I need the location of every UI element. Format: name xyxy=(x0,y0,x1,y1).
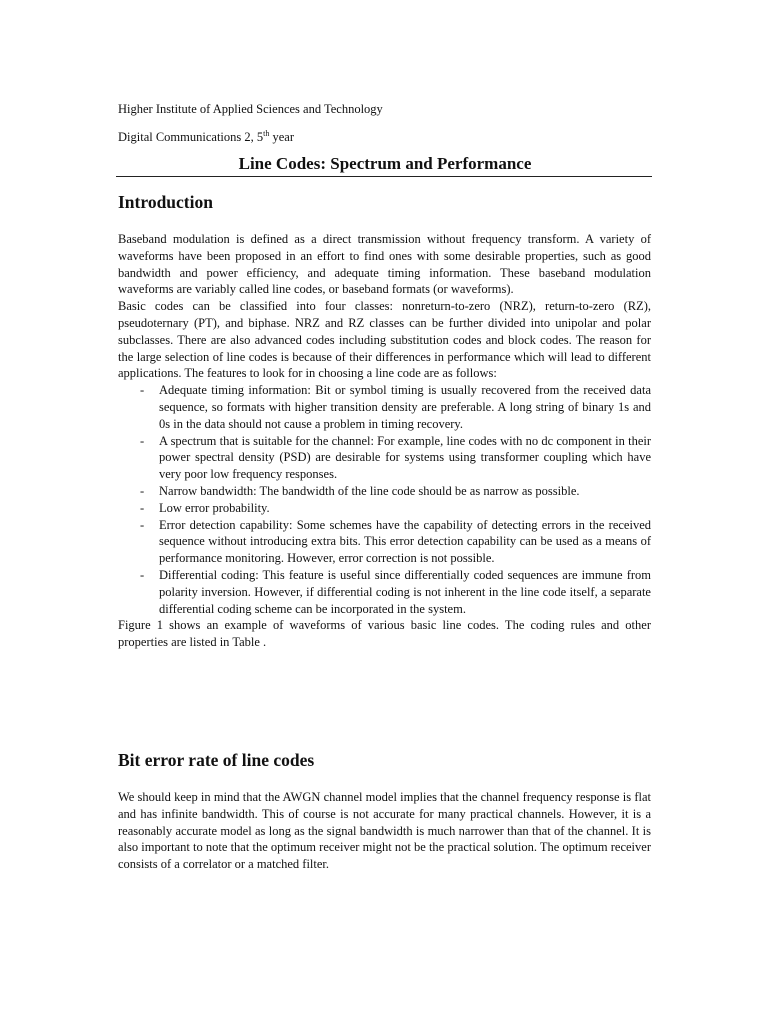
list-item-text: Low error probability. xyxy=(159,500,270,515)
title-underline xyxy=(116,176,652,177)
list-item xyxy=(118,500,651,517)
list-item xyxy=(118,483,651,500)
institute-name: Higher Institute of Applied Sciences and Technology xyxy=(118,102,383,116)
intro-paragraph-3: Figure 1 shows an example of waveforms of various basic line codes. The coding rules and other properties are listed in Table . xyxy=(118,618,651,650)
course-year-superscript: th xyxy=(263,129,270,138)
bullet-dash: - xyxy=(140,517,145,532)
line-code-features-list xyxy=(118,382,651,617)
course-year-suffix: year xyxy=(269,130,295,144)
list-item xyxy=(118,567,651,617)
list-item-text: Adequate timing information: Bit or symbol timing is usually recovered from the received data sequence, so formats with higher transition density are preferable. A long string of binary 1s and 0s in the data should not cause a problem in timing recovery. xyxy=(159,383,651,431)
introduction-heading: Introduction xyxy=(118,192,213,212)
document-title: Line Codes: Spectrum and Performance xyxy=(238,154,532,173)
list-item-text: Narrow bandwidth: The bandwidth of the line code should be as narrow as possible. xyxy=(159,483,580,498)
list-item-text: A spectrum that is suitable for the channel: For example, line codes with no dc component in their power spectral density (PSD) are desirable for systems using transformer coupling which have very poor low frequency responses. xyxy=(159,433,651,482)
bullet-dash: - xyxy=(140,500,145,515)
intro-paragraph-2: Basic codes can be classified into four classes: nonreturn-to-zero (NRZ), return-to-zero (RZ), pseudoternary (PT), and biphase. NRZ and RZ classes can be further divided into unipolar and polar subclasses. There are also advanced codes including substitution codes and block codes. The reason for the large selection of line codes is because of their differences in performance which will lead to different applications. The features to look for in choosing a line code are as follows: xyxy=(118,299,651,381)
list-item xyxy=(118,433,651,483)
bit-error-rate-heading: Bit error rate of line codes xyxy=(118,750,315,770)
bullet-dash: - xyxy=(140,433,145,448)
ber-paragraph-1: We should keep in mind that the AWGN channel model implies that the channel frequency response is flat and has infinite bandwidth. This of course is not accurate for many practical channels. However, it is a reasonably accurate model as long as the signal bandwidth is much narrower than that of the channel. It is also important to note that the optimum receiver might not be the practical solution. The optimum receiver consists of a correlator or a matched filter. xyxy=(118,790,651,872)
course-name: Digital Communications 2, 5 xyxy=(118,130,264,144)
list-item-text: Differential coding: This feature is useful since differentially coded sequences are immune from polarity inversion. However, if differential coding is not inherent in the line code itself, a separate differential coding scheme can be incorporated in the system. xyxy=(159,567,651,616)
bullet-dash: - xyxy=(140,483,145,498)
list-item-text: Error detection capability: Some schemes have the capability of detecting errors in the received sequence without introducing extra bits. This error detection capability can be used as a means of performance monitoring. However, error correction is not possible. xyxy=(159,517,651,566)
list-item xyxy=(118,517,651,567)
bullet-dash: - xyxy=(140,383,145,398)
introduction-body xyxy=(118,231,651,651)
list-item xyxy=(118,382,651,432)
bullet-dash: - xyxy=(140,567,145,582)
intro-paragraph-1: Baseband modulation is defined as a direct transmission without frequency transform. A variety of waveforms have been proposed in an effort to find ones with some desirable properties, such as good bandwidth and power efficiency, and adequate timing information. These baseband modulation waveforms are variably called line codes, or baseband formats (or waveforms). xyxy=(118,232,651,297)
bit-error-rate-body xyxy=(118,789,651,873)
course-line xyxy=(118,129,294,145)
